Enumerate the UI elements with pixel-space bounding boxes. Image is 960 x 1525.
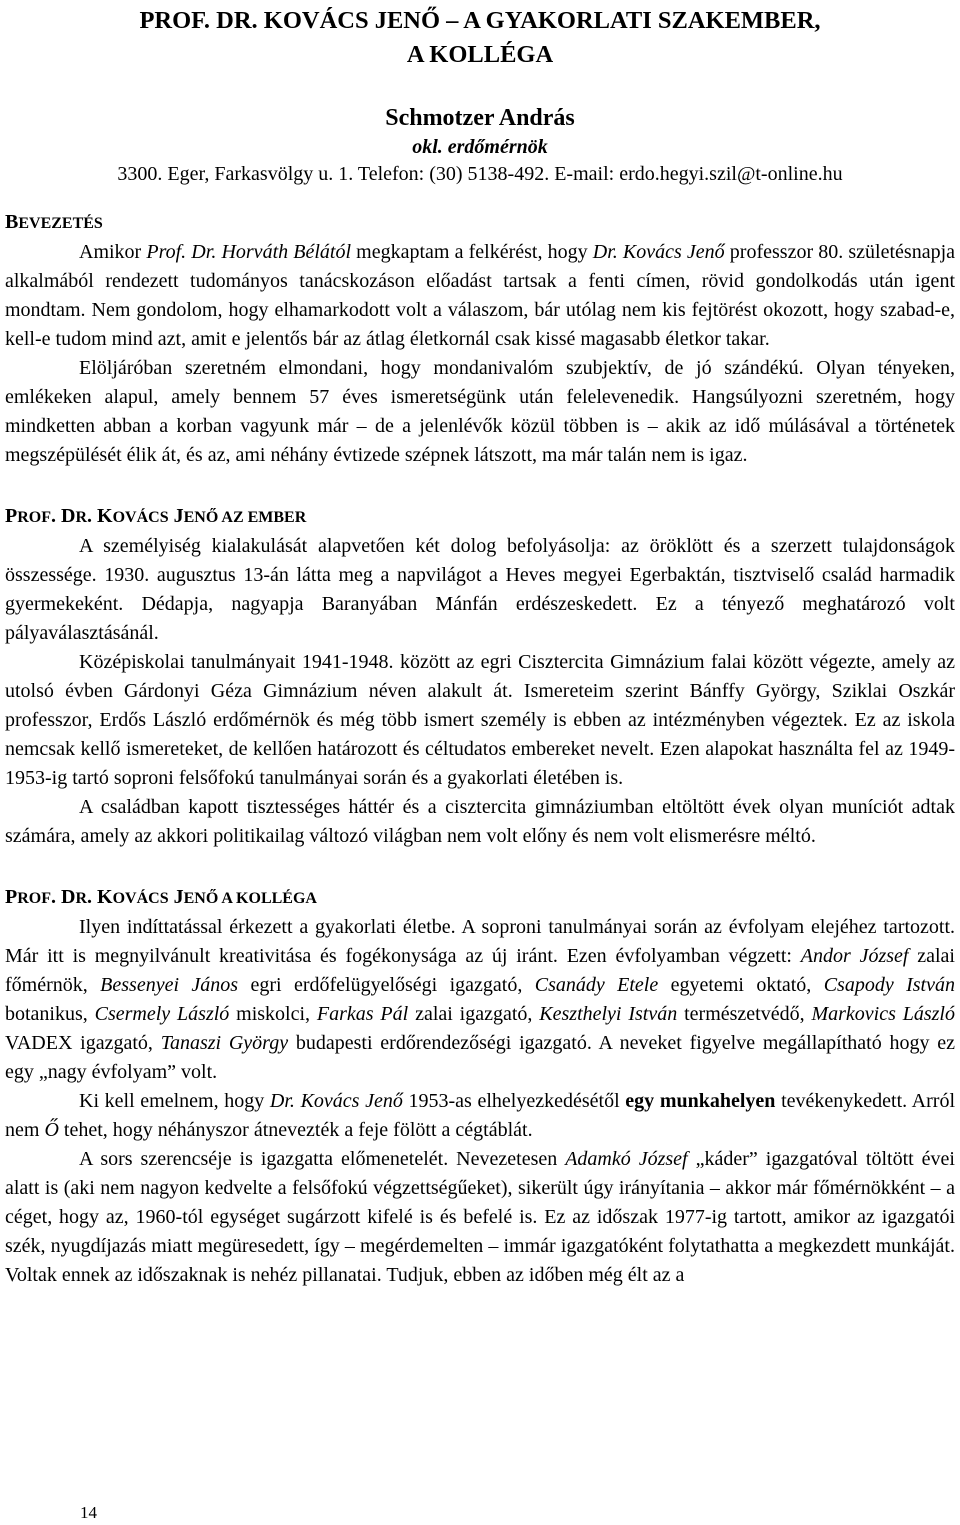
person-name: Csapody István (823, 974, 955, 996)
author-role: okl. erdőmérnök (412, 136, 548, 158)
text-run: Ilyen indíttatással érkezett a gyakorlati életbe. A soproni tanulmányai során az évfolyam elejéhez tartozott. Már itt is megnyilvánult kreativitása és fogékonysága az új iránt. Ezen évfolyamban végzett: (5, 916, 955, 967)
heading-part: K (97, 505, 113, 527)
title-line-2: A KOLLÉGA (406, 41, 554, 68)
kollega-paragraph-3 (5, 1145, 955, 1290)
text-run: megkaptam a felkérést, hogy (351, 241, 593, 263)
heading-part: P (5, 505, 18, 527)
person-name: Keszthelyi István (539, 1003, 678, 1025)
heading-part: AZ EMBER (218, 509, 307, 526)
title-line-1: PROF. DR. KOVÁCS JENŐ – A GYAKORLATI SZAKEMBER, (139, 7, 821, 34)
heading-part: ENŐ (183, 890, 219, 907)
person-name: Andor József (800, 945, 909, 967)
text-run: tehet, hogy néhányszor átnevezték a feje fölött a cégtáblát. (58, 1119, 533, 1141)
person-name: Prof. Dr. Horváth Bélától (146, 241, 352, 263)
heading-part: R (75, 509, 88, 526)
person-name: Bessenyei János (100, 974, 239, 996)
heading-part: . (87, 886, 98, 908)
text-run: zalai főmérnök, (5, 945, 955, 996)
heading-rest: EVEZETÉS (18, 215, 103, 232)
person-name: Csermely László (94, 1003, 230, 1025)
kollega-paragraph-2 (5, 1087, 955, 1145)
heading-part: J (173, 886, 184, 908)
text-run: Amikor (79, 241, 147, 263)
intro-paragraph-2: Elöljáróban szeretném elmondani, hogy mondanivalóm szubjektív, de jó szándékú. Olyan tényeken, emlékeken alapul, amely bennem 57 éves ismeretségünk után felelevenedik. Hangsúlyozni szeretném, hogy mindketten abban a korban vagyunk már – de a jelenlévők közül többen is – akik az idő múlásával a történetek megszépülését élik át, és az, ami néhány évtizede szépnek látszott, ma már talán nem is igaz. (5, 357, 955, 466)
kollega-paragraph-1 (5, 913, 955, 1087)
text-run: Ki kell emelnem, hogy (79, 1090, 270, 1112)
emphasis-text: egy munkahelyen (625, 1090, 776, 1112)
section-heading-kollega (5, 883, 955, 913)
section-heading-ember (5, 502, 955, 532)
text-run: professzor 80. születésnapja alkalmából rendezett tudományos tanácskozáson előadást tartsak a fenti címen, rövid gondolkodás után igent mondtam. Nem gondolom, hogy elhamarkodott volt a válaszom, bár utólag nem kis fejtörést okozott, hogy szabad-e, kell-e tudom mind azt, amit e jelentős bár az átlag életkornál csak kissé magasabb életkor takar. (5, 241, 956, 350)
heading-part: D (61, 505, 76, 527)
page-number: 14 (80, 1503, 97, 1522)
section-heading-intro (5, 208, 955, 238)
heading-part: OVÁCS (112, 509, 169, 526)
document-page (5, 0, 955, 1290)
person-name: Csanády Etele (534, 974, 659, 996)
ember-paragraph-1: A személyiség kialakulását alapvetően két dolog befolyásolja: az öröklött és a szerzett tulajdonságok összessége. 1930. augusztus 13-án látta meg a napvilágot a Heves megyei Egerbaktán, tisztviselő család harmadik gyermekeként. Dédapja, nagyapja Baranyában Mánfán erdészeskedett. Ez a tényező meghatározó volt pályaválasztásánál. (5, 535, 955, 644)
text-run: 1953-as elhelyezkedésétől (402, 1090, 626, 1112)
text-run: tevékenykedett. Arról nem (5, 1090, 956, 1141)
intro-paragraph-1 (5, 238, 955, 354)
document-title (5, 4, 955, 72)
heading-part: ROF (17, 890, 51, 907)
heading-part: A KOLLÉGA (218, 890, 317, 907)
heading-part: ROF (17, 509, 51, 526)
person-name: Dr. Kovács Jenő (269, 1090, 403, 1112)
emphasis-pronoun: Ő (44, 1119, 59, 1141)
text-run: botanikus, (5, 1003, 95, 1025)
heading-part: K (97, 886, 113, 908)
heading-part: D (61, 886, 76, 908)
heading-part: . (51, 505, 61, 527)
text-run: miskolci, (229, 1003, 317, 1025)
text-run: zalai igazgató, (408, 1003, 540, 1025)
person-name: Markovics László (811, 1003, 955, 1025)
heading-part: P (5, 886, 18, 908)
text-run: természetvédő, (677, 1003, 812, 1025)
text-run: „káder” igazgatóval töltött évei alatt is (aki nem nagyon kedvelte a felsőfokú végzettségűeket), sikerült úgy irányítania – akkor már főmérnökként – a céget, hogy az, 1960-tól egységet sugárzott kifelé is és befelé is. Ez az időszak 1977-ig tartott, amikor az igazgatói szék, nyugdíjazás miatt megüresedett, így – megérdemelten – immár igazgatóként folytathatta a megkezdett munkáját. Voltak ennek az időszaknak is nehéz pillanatai. Tudjuk, ebben az időben még élt az a (5, 1148, 955, 1286)
text-run: egyetemi oktató, (658, 974, 824, 996)
text-run: budapesti erdőrendezőségi igazgató. A neveket figyelve megállapítható hogy ez egy „nagy évfolyam” volt. (5, 1032, 955, 1083)
heading-part: R (75, 890, 88, 907)
heading-part: OVÁCS (112, 890, 169, 907)
person-name: Tanaszi György (160, 1032, 289, 1054)
text-run: VADEX igazgató, (5, 1032, 161, 1054)
author-contact: 3300. Eger, Farkasvölgy u. 1. Telefon: (30) 5138-492. E-mail: erdo.hegyi.szil@t-online.hu (117, 163, 843, 185)
text-run: egri erdőfelügyelőségi igazgató, (238, 974, 535, 996)
heading-initial: B (5, 211, 19, 233)
heading-part: J (173, 505, 184, 527)
heading-part: . (51, 886, 61, 908)
text-run: A sors szerencséje is igazgatta előmenetelét. Nevezetesen (79, 1148, 566, 1170)
person-name: Adamkó József (565, 1148, 688, 1170)
ember-paragraph-3: A családban kapott tisztességes háttér és a cisztercita gimnáziumban eltöltött évek olyan muníciót adtak számára, amely az akkori politikailag változó világban nem volt előny és nem volt elismerésre méltó. (5, 796, 955, 847)
ember-paragraph-2: Középiskolai tanulmányait 1941-1948. között az egri Cisztercita Gimnázium falai között végezte, amely az utolsó évben Gárdonyi Géza Gimnázium néven alakult át. Ismereteim szerint Bánffy György, Sziklai Oszkár professzor, Erdős László erdőmérnök és még több ismert személy is ebben az intézményben végeztek. Ez az iskola nemcsak kellő ismereteket, de kellően határozott és céltudatos embereket nevelt. Ezen alapokat használta fel az 1949-1953-ig tartó soproni felsőfokú tanulmányai során és a gyakorlati életében is. (5, 651, 955, 789)
person-name: Farkas Pál (316, 1003, 409, 1025)
person-name: Dr. Kovács Jenő (592, 241, 725, 263)
heading-part: . (87, 505, 98, 527)
heading-part: ENŐ (183, 509, 219, 526)
author-name: Schmotzer András (385, 105, 575, 131)
